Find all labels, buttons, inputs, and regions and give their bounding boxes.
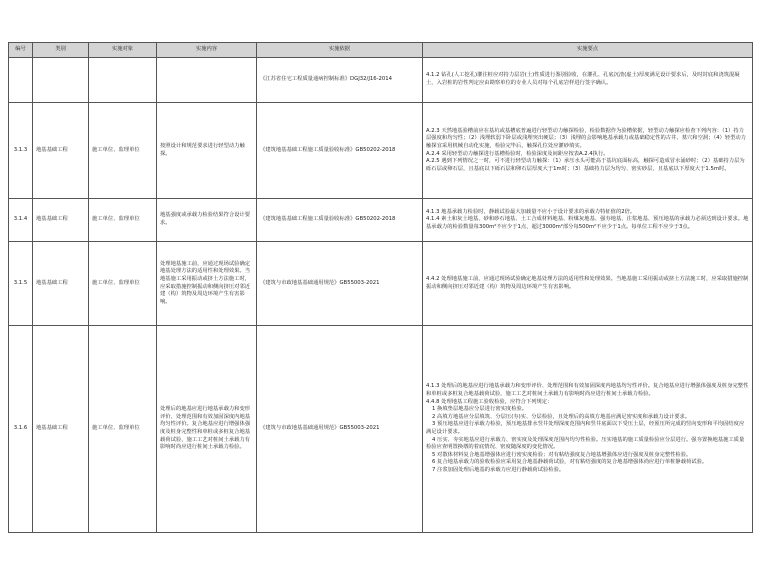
row-points xyxy=(423,326,753,533)
table-row xyxy=(9,58,753,103)
point-text: 3 预压地基应进行承载力检验，预压地基排水竖井处理深度范围内和竖井底面以下受压土层，经预压所完成的竖向变形和平均固结度应满足设计要求。 xyxy=(426,421,745,435)
point-text: 4.4.8 处理地基工程施工验收检验，应符合下列规定： xyxy=(426,398,553,405)
row-basis: 《建筑与市政地基基础通用规范》GB55003-2021 xyxy=(257,326,423,533)
row-category: 地基基础工程 xyxy=(33,242,89,326)
header-target: 实施对象 xyxy=(89,43,157,58)
point-text: 4.1.3 处理后的地基应进行地基承载力和变形评价、处理范围和有效加固深度内地基均匀性评价。复合地基应进行增强体强度及桩身完整性和单桩或多桩复合地基载荷试验，施工工艺对桩间土承载力有影响时尚应进行桩间土承载力检验。 xyxy=(426,383,749,398)
row-points xyxy=(423,199,753,242)
row-id: 3.1.3 xyxy=(9,103,33,199)
row-basis: 《建筑地基基础工程施工质量验收标准》GB50202-2018 xyxy=(257,199,423,242)
point-text: 7 注浆加固处理后地基的承载力应进行静载荷试验检验。 xyxy=(432,466,565,473)
point-text: 4.1.4 素土和灰土地基、砂和砂石地基、土工合成材料地基、粉煤灰地基、强夯地基、注浆地基、预压地基的承载力必须达到设计要求。地基承载力的检验数量每300m²不应少于1点，超过3000m²部分每500m²不应少于1点。每单位工程不应少于3点。 xyxy=(426,216,749,230)
header-category: 类别 xyxy=(33,43,89,58)
table-row xyxy=(9,199,753,242)
row-content: 处理地基施工前，应通过现场试验确定地基处理方法的适用性和处理效果。当地基施工采用振动或挤土方法施工时，应采取措施控制振动和侧向挤压对邻近建（构）筑物及周边环境产生有害影响。 xyxy=(157,242,257,326)
header-row xyxy=(9,43,753,58)
row-content: 按照设计和规范要求进行轻型动力触探。 xyxy=(157,103,257,199)
requirements-table xyxy=(8,42,753,533)
point-text: 1 换填垫层地基应分层进行密实度检验。 xyxy=(432,406,528,413)
table-row xyxy=(9,103,753,199)
row-category xyxy=(33,58,89,103)
row-content: 地基强度或承载力检验结果符合设计要求。 xyxy=(157,199,257,242)
point-text: 6 复合地基承载力的验收检验应采用复合地基静载荷试验，对有粘结强度的复合地基增强体尚应进行单桩静载荷试验。 xyxy=(432,459,708,466)
row-target: 施工单位、监理单位 xyxy=(89,242,157,326)
point-text: A.2.3 天然地基验槽前应在基坑或基槽底普遍进行轻型动力触探检验，检验数据作为验槽依据，轻型动力触探应检查下列内容：（1）持力层强度和均匀性；（2）浅埋软弱下卧层或浅埋突出硬层；（3）浅埋的会影响地基承载力或基础稳定性的古井、墓穴和空洞；（4）轻型动力触探宜采用机械自动化实施，检验完毕后，触探孔位处应灌砂填实。 xyxy=(426,127,746,149)
point-text: 2 高填方地基应分层填筑、分层压(夯)实、分层检验，且处理后的高填方地基应满足密实度和承载力设计要求。 xyxy=(432,413,691,420)
row-id: 3.1.6 xyxy=(9,326,33,533)
point-text: 5 对散体材料复合地基增强体应进行密实度检验；对有粘结强度复合地基增强体应进行强度及桩身完整性检验。 xyxy=(432,451,692,458)
row-points xyxy=(423,58,753,103)
row-category: 地基基础工程 xyxy=(33,326,89,533)
row-target: 施工单位、监理单位 xyxy=(89,326,157,533)
point-text: 4 压实、夯实地基应进行承载力、密实度及处理深度范围内均匀性检验。压实地基的施工质量检验应分层进行。强夯置换地基施工质量检验应查明置换墩的着底情况、密度随深度的变化情况。 xyxy=(426,436,745,451)
row-category: 地基基础工程 xyxy=(33,199,89,242)
point-text: A.2.4 采用轻型动力触探进行基槽检验时，检验深度及间距应按表A.2.4执行。 xyxy=(426,150,609,157)
header-id: 编号 xyxy=(9,43,33,58)
table-row xyxy=(9,326,753,533)
row-content xyxy=(157,58,257,103)
row-id: 3.1.5 xyxy=(9,242,33,326)
table-row xyxy=(9,242,753,326)
row-points xyxy=(423,242,753,326)
row-id: 3.1.4 xyxy=(9,199,33,242)
row-id xyxy=(9,58,33,103)
row-target: 施工单位、监理单位 xyxy=(89,199,157,242)
row-target xyxy=(89,58,157,103)
point-text: A.2.5 遇到下列情况之一时，可不进行轻型动力触探：（1）承压水头可能高于基坑底面标高，触探可造成冒水涌砂时；（2）基础持力层为砾石层或卵石层，且基底以下砾石层和卵石层厚度大于1m时；（3）基础持力层为均匀、密实砂层，且基底以下厚度大于1.5m时。 xyxy=(426,158,745,172)
row-basis: 《江苏省住宅工程质量通病控制标准》DGJ32/J16-2014 xyxy=(257,58,423,103)
point-text: 4.4.2 处理地基施工前，应通过现场试验确定地基处理方法的适用性和处理效果。当地基施工采用振动或挤土方法施工时，应采取措施控制振动和侧向挤压对邻近建（构）筑物及周边环境产生有害影响。 xyxy=(426,275,749,290)
header-basis: 实施依据 xyxy=(257,43,423,58)
point-text: 4.1.3 地基承载力检验时，静载试验最大加载量不应小于设计要求的承载力特征值的2倍。 xyxy=(426,208,636,215)
point-text: 4.1.2 钻孔(人工挖孔)灌注桩应对持力层岩(土)性质进行鉴别验收，在灌孔、孔底沉渣(虚土)厚度满足设计要求后，及时封底和浇筑混凝土，入岩桩的岩性判定应由勘察单位的专业人员对每个孔底岩样进行签字确认。 xyxy=(426,72,740,86)
row-points xyxy=(423,103,753,199)
row-basis: 《建筑与市政地基基础通用规范》GB55003-2021 xyxy=(257,242,423,326)
row-target: 施工单位、监理单位 xyxy=(89,103,157,199)
row-category: 地基基础工程 xyxy=(33,103,89,199)
header-points: 实施要点 xyxy=(423,43,753,58)
header-content: 实施内容 xyxy=(157,43,257,58)
row-content: 处理后的地基应进行地基承载力和变形评价、处理范围和有效加固深度内地基均匀性评价。复合地基应进行增强体强度及桩身完整性和单桩或多桩复合地基载荷试验，施工工艺对桩间土承载力有影响时尚应进行桩间土承载力检验。 xyxy=(157,326,257,533)
row-basis: 《建筑地基基础工程施工质量验收标准》GB50202-2018 xyxy=(257,103,423,199)
